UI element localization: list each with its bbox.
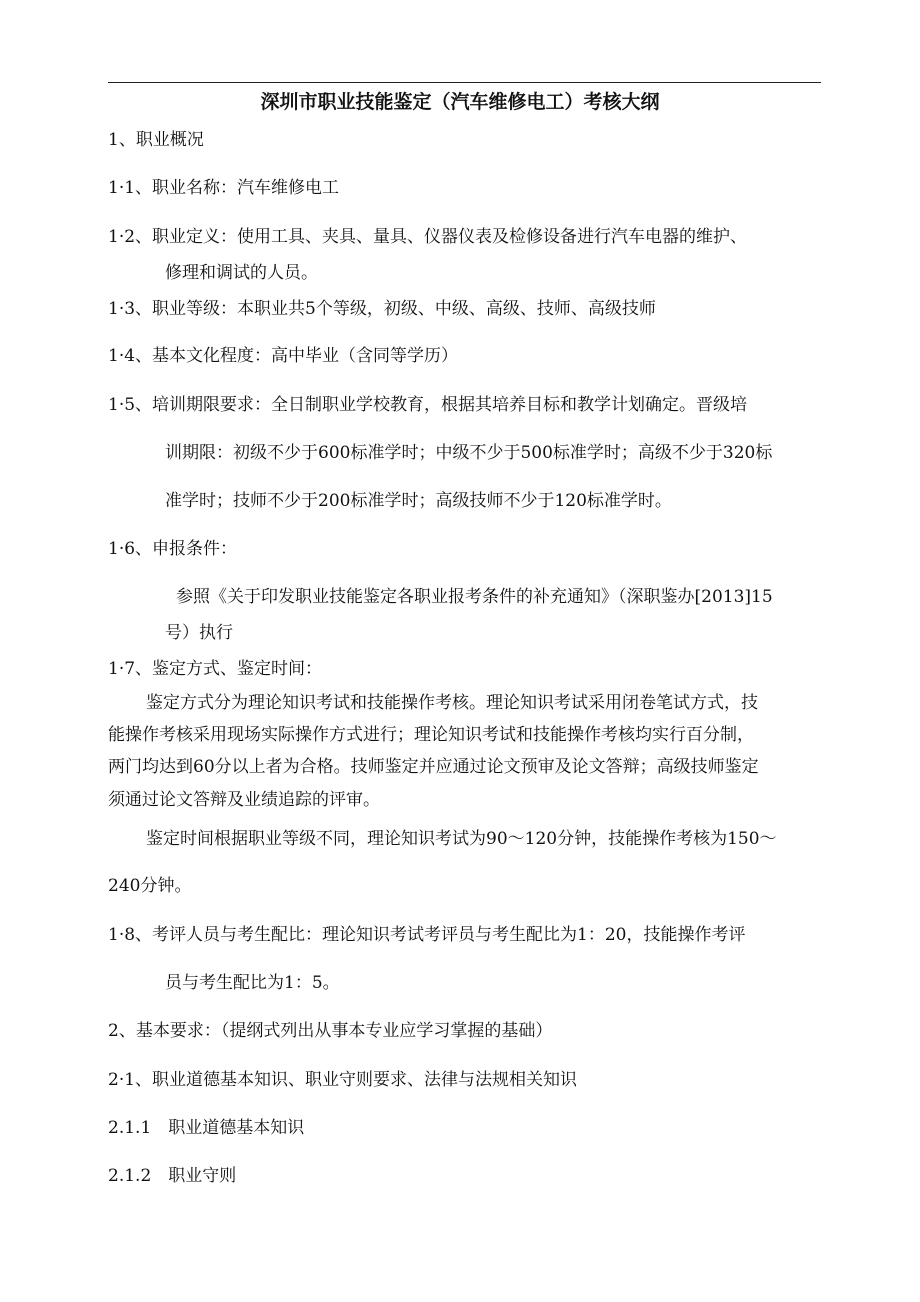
- item-1-8-line2: 员与考生配比为1：5。: [165, 973, 340, 993]
- item-1-7-para1-line3: 两门均达到60分以上者为合格。技师鉴定并应通过论文预审及论文答辩；高级技师鉴定: [108, 757, 759, 777]
- item-1-7-para2-line2: 240分钟。: [108, 876, 192, 896]
- item-2-1-2: 2.1.2 职业守则: [108, 1166, 237, 1186]
- item-1-2-line2: 修理和调试的人员。: [165, 263, 318, 283]
- item-1-7-para1-line4: 须通过论文答辩及业绩追踪的评审。: [108, 790, 380, 810]
- section-1-heading: 1、职业概况: [108, 130, 204, 150]
- item-1-7-para2-line1: 鉴定时间根据职业等级不同，理论知识考试为90～120分钟，技能操作考核为150～: [146, 829, 777, 849]
- item-1-3: 1·3、职业等级：本职业共5个等级，初级、中级、高级、技师、高级技师: [108, 299, 656, 319]
- item-1-7-para1-line2: 能操作考核采用现场实际操作方式进行；理论知识考试和技能操作考核均实行百分制，: [108, 725, 754, 745]
- document-title: 深圳市职业技能鉴定（汽车维修电工）考核大纲: [260, 91, 660, 113]
- header-rule: [108, 82, 821, 83]
- item-1-7: 1·7、鉴定方式、鉴定时间：: [108, 659, 323, 679]
- item-1-6-ref-line1: 参照《关于印发职业技能鉴定各职业报考条件的补充通知》（深职鉴办[2013]15: [176, 587, 773, 607]
- item-1-6-ref-line2: 号）执行: [165, 623, 233, 643]
- item-1-5-line1: 1·5、培训期限要求：全日制职业学校教育，根据其培养目标和教学计划确定。晋级培: [108, 395, 748, 415]
- item-2-1-1: 2.1.1 职业道德基本知识: [108, 1118, 305, 1138]
- item-1-5-line2: 训期限：初级不少于600标准学时；中级不少于500标准学时；高级不少于320标: [165, 443, 773, 463]
- item-1-7-para1-line1: 鉴定方式分为理论知识考试和技能操作考核。理论知识考试采用闭卷笔试方式，技: [146, 693, 758, 713]
- item-1-1: 1·1、职业名称：汽车维修电工: [108, 178, 340, 198]
- item-1-6: 1·6、申报条件：: [108, 539, 238, 559]
- item-1-2-line1: 1·2、职业定义：使用工具、夹具、量具、仪器仪表及检修设备进行汽车电器的维护、: [108, 227, 748, 247]
- item-1-8-line1: 1·8、考评人员与考生配比：理论知识考试考评员与考生配比为1：20，技能操作考评: [108, 925, 746, 945]
- item-1-4: 1·4、基本文化程度：高中毕业（含同等学历）: [108, 346, 459, 366]
- item-1-5-line3: 准学时；技师不少于200标准学时；高级技师不少于120标准学时。: [165, 491, 672, 511]
- section-2-heading: 2、基本要求：（提纲式列出从事本专业应学习掌握的基础）: [108, 1021, 553, 1041]
- item-2-1: 2·1、职业道德基本知识、职业守则要求、法律与法规相关知识: [108, 1070, 578, 1090]
